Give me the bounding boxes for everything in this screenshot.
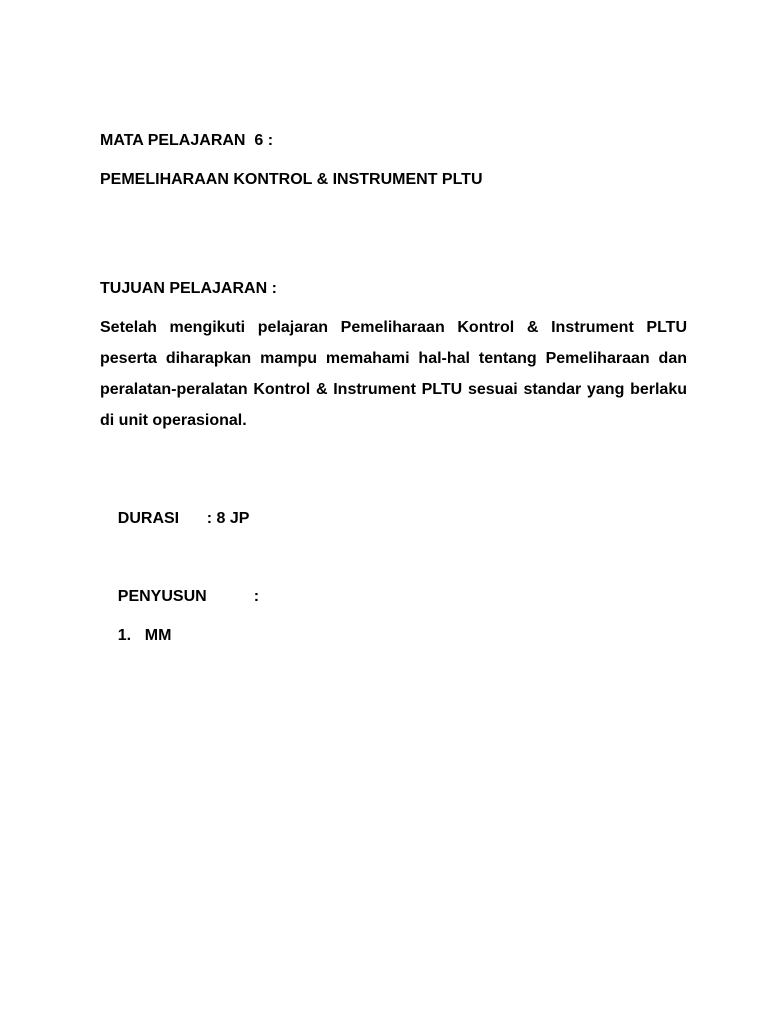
author-label: PENYUSUN xyxy=(117,588,207,605)
list-item-number: 1. xyxy=(117,627,132,644)
subject-label: MATA PELAJARAN 6 : xyxy=(100,132,274,149)
objective-text: Setelah mengikuti pelajaran Pemeliharaan Kontrol & Instrument PLTU peserta diharapkan mampu memahami hal-hal tentang Pemeliharaan dan peralatan-peralatan Kontrol & Instrument PLTU sesuai standar yang berlaku di unit operasional. xyxy=(100,319,687,429)
duration-row xyxy=(100,489,249,549)
duration-value: : 8 JP xyxy=(206,510,250,527)
list-item-name: MM xyxy=(144,627,172,644)
list-item xyxy=(100,606,171,666)
author-colon: : xyxy=(253,588,260,605)
subject-title: PEMELIHARAAN KONTROL & INSTRUMENT PLTU xyxy=(100,171,483,188)
duration-label: DURASI xyxy=(117,510,180,527)
objective-label: TUJUAN PELAJARAN : xyxy=(100,280,277,297)
